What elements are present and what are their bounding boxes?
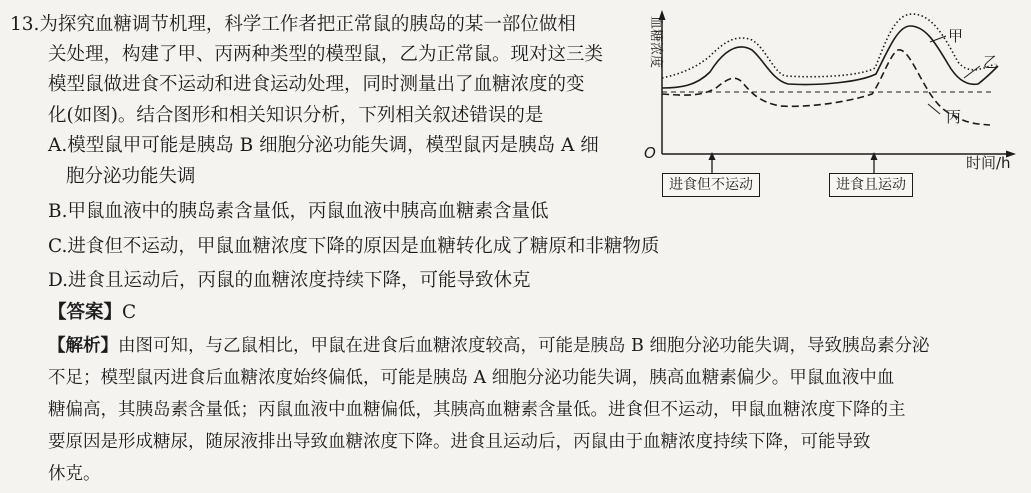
option-a-line-1: A.模型鼠甲可能是胰岛 B 细胞分泌功能失调，模型鼠丙是胰岛 A 细 [48,135,599,156]
arrow-head-eat-exercise [871,152,878,160]
series-jia-label: 甲 [948,27,964,45]
question-stem-line-4: 化(如图)。结合图形和相关知识分析，下列相关叙述错误的是 [48,105,544,126]
option-a-line-2: 胞分泌功能失调 [66,166,196,187]
question-stem-line-3: 模型鼠做进食不运动和进食运动处理，同时测量出了血糖浓度的变 [48,74,585,95]
answer-value: C [122,302,137,323]
blood-glucose-chart [640,4,1020,200]
yi-leader-line [964,66,980,78]
annotation-eat-no-exercise: 进食但不运动 [662,173,760,197]
option-d: D.进食且运动后，丙鼠的血糖浓度持续下降，可能导致休克 [48,270,531,291]
y-axis-label: 血糖浓度 [648,16,663,69]
explanation-line-3: 糖偏高，其胰岛素含量低；丙鼠血液中血糖偏低，其胰高血糖素含量低。进食但不运动，甲鼠血糖浓度下降的主 [48,400,906,420]
option-c: C.进食但不运动，甲鼠血糖浓度下降的原因是血糖转化成了糖原和非糖物质 [48,236,660,257]
annotation-eat-exercise: 进食且运动 [829,173,913,197]
x-axis-label: 时间/h [966,154,1011,172]
question-stem-line-2: 关处理，构建了甲、丙两种类型的模型鼠，乙为正常鼠。现对这三类 [48,44,604,65]
answer-line [48,300,136,326]
series-bing-label: 丙 [946,108,962,126]
question-stem-line-1 [10,12,576,38]
stem-text-1: 为探究血糖调节机理，科学工作者把正常鼠的胰岛的某一部位做相 [39,14,576,35]
origin-label: O [644,144,656,162]
explanation-line-1 [48,333,929,359]
option-b: B.甲鼠血液中的胰岛素含量低，丙鼠血液中胰高血糖素含量低 [48,201,549,222]
explanation-line-2: 不足；模型鼠丙进食后血糖浓度始终偏低，可能是胰岛 A 细胞分泌功能失调，胰高血糖素偏少。甲鼠血液中血 [48,368,895,388]
series-yi-label: 乙 [983,53,999,71]
answer-label: 【答案】 [48,302,123,323]
explanation-line-5: 休克。 [48,464,101,484]
explanation-line-4: 要原因是形成糖尿，随尿液排出导致血糖浓度下降。进食且运动后，丙鼠由于血糖浓度持续下降，可能导致 [48,432,871,452]
explanation-text-1: 由图可知，与乙鼠相比，甲鼠在进食后血糖浓度较高，可能是胰岛 B 细胞分泌功能失调，导致胰岛素分泌 [118,336,930,356]
question-number: 13. [10,14,40,35]
bing-leader-line [928,104,940,114]
arrow-head-eat-no-exercise [709,152,716,160]
series-bing-curve [662,50,990,125]
explanation-label: 【解析】 [48,336,118,356]
